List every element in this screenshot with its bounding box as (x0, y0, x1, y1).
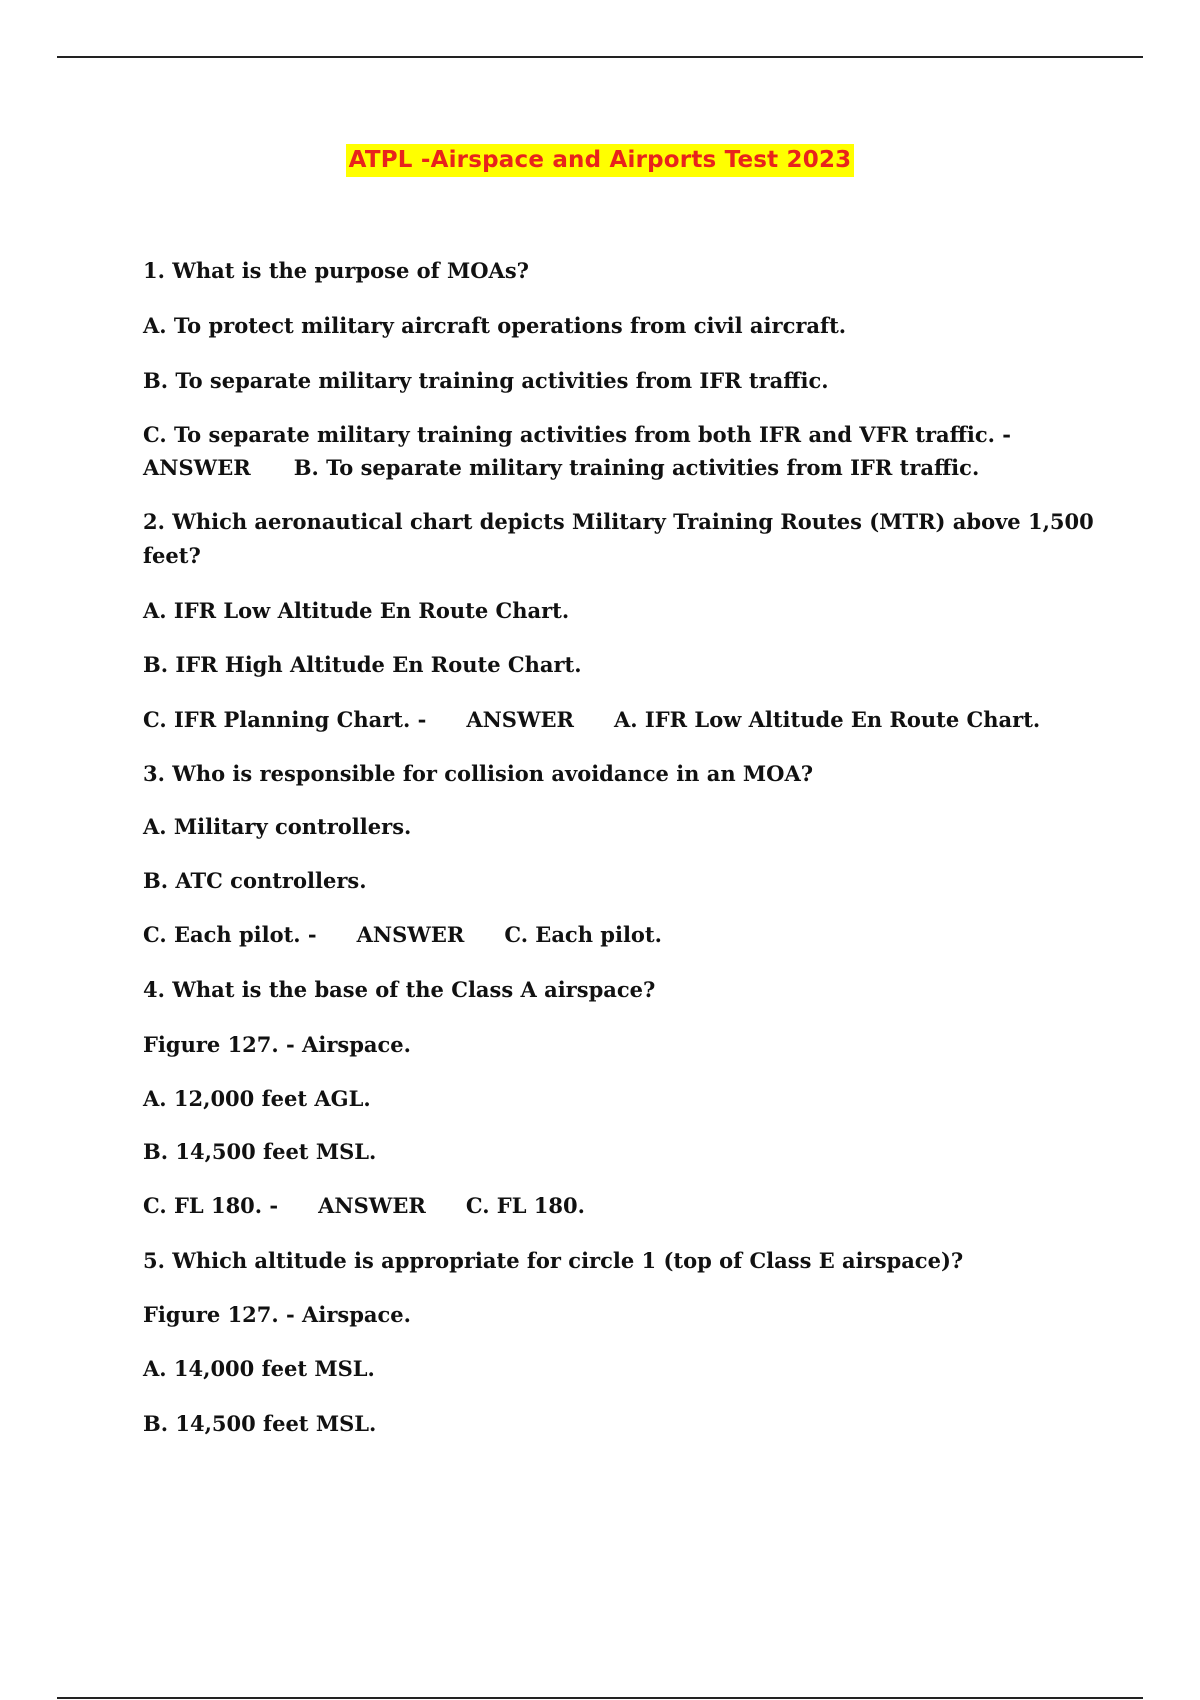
q2-answer: A. IFR Low Altitude En Route Chart. (614, 707, 1041, 732)
q1-question: 1. What is the purpose of MOAs? (143, 258, 529, 283)
q3-option-c: C. Each pilot. - (143, 922, 317, 947)
q5-question: 5. Which altitude is appropriate for circle 1 (top of Class E airspace)? (143, 1248, 964, 1273)
header-rule (57, 56, 1143, 58)
title-container (0, 144, 1200, 177)
q5-option-b: B. 14,500 feet MSL. (143, 1411, 377, 1436)
q2-question-line1: 2. Which aeronautical chart depicts Military Training Routes (MTR) above 1,500 (143, 509, 1094, 534)
answer-label: ANSWER (143, 455, 251, 480)
q3-answer: C. Each pilot. (504, 922, 662, 947)
q3-question: 3. Who is responsible for collision avoidance in an MOA? (143, 761, 814, 786)
q2-question-line2: feet? (143, 543, 201, 568)
answer-label: ANSWER (356, 922, 465, 947)
q2-option-a: A. IFR Low Altitude En Route Chart. (143, 598, 570, 623)
q4-option-c-line (143, 1189, 585, 1222)
answer-label: ANSWER (466, 707, 575, 732)
answer-label: ANSWER (318, 1193, 426, 1218)
q1-option-c: C. To separate military training activities from both IFR and VFR traffic. - (143, 422, 1011, 447)
q1-option-a: A. To protect military aircraft operations from civil aircraft. (143, 313, 847, 338)
q1-answer-line (143, 451, 979, 484)
document-title: ATPL -Airspace and Airports Test 2023 (346, 144, 855, 177)
q1-answer: B. To separate military training activities from IFR traffic. (293, 455, 980, 480)
q3-option-a: A. Military controllers. (143, 814, 412, 839)
q2-option-c-line (143, 703, 1040, 736)
q5-figure-ref: Figure 127. - Airspace. (143, 1302, 411, 1327)
q4-answer: C. FL 180. (465, 1193, 585, 1218)
footer-rule (57, 1697, 1143, 1699)
q4-option-c: C. FL 180. - (143, 1193, 279, 1218)
q2-option-c: C. IFR Planning Chart. - (143, 707, 427, 732)
q4-figure-ref: Figure 127. - Airspace. (143, 1032, 411, 1057)
q4-option-b: B. 14,500 feet MSL. (143, 1139, 377, 1164)
q2-option-b: B. IFR High Altitude En Route Chart. (143, 652, 582, 677)
q4-question: 4. What is the base of the Class A airspace? (143, 977, 656, 1002)
q3-option-c-line (143, 918, 662, 951)
q1-option-b: B. To separate military training activities from IFR traffic. (143, 368, 829, 393)
q5-option-a: A. 14,000 feet MSL. (143, 1356, 375, 1381)
q3-option-b: B. ATC controllers. (143, 868, 367, 893)
q4-option-a: A. 12,000 feet AGL. (143, 1086, 371, 1111)
